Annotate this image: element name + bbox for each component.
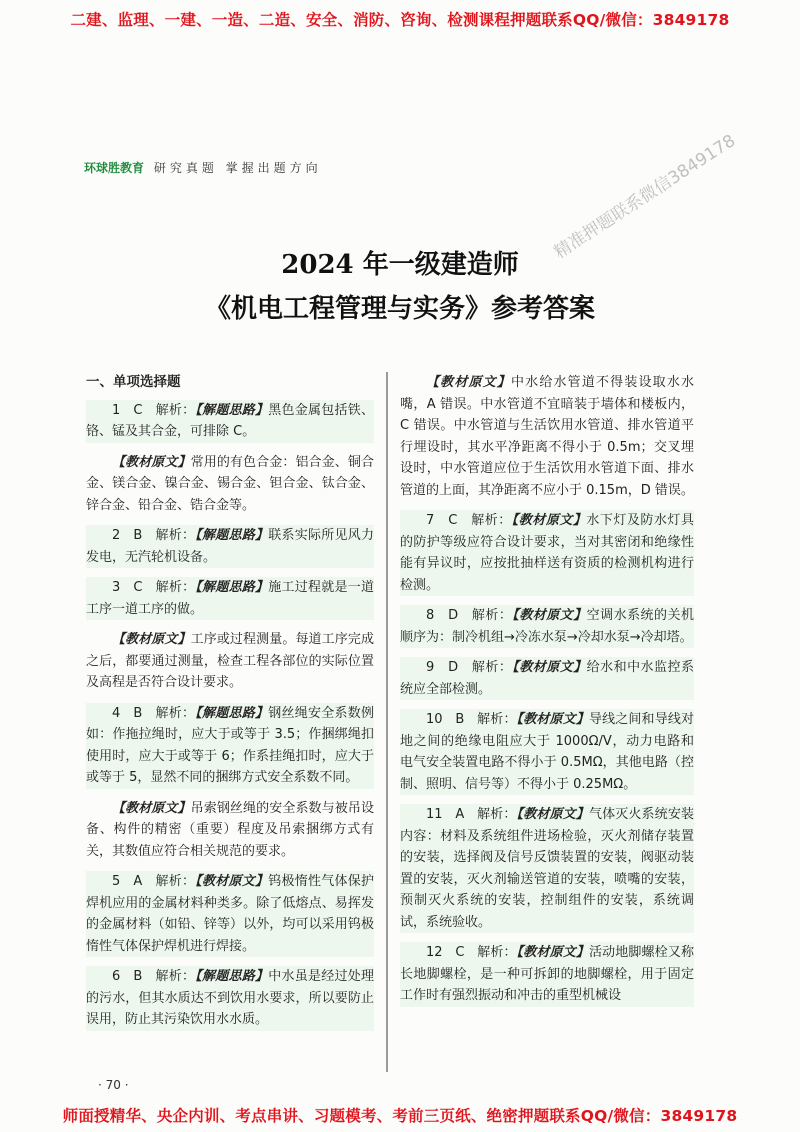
- document-title: 2024 年一级建造师: [281, 250, 519, 280]
- answer-paragraph: [400, 510, 694, 596]
- source-tag: 【教材原文】: [112, 800, 191, 816]
- page-number: · 70 ·: [98, 1078, 129, 1092]
- source-tag: 【解题思路】: [195, 705, 269, 721]
- answer-paragraph: [400, 942, 694, 1007]
- watermark: 精准押题联系微信3849178: [550, 130, 740, 263]
- analysis-label: 解析：: [155, 580, 196, 595]
- question-number: 10: [426, 712, 443, 727]
- answer-letter: B: [133, 528, 143, 543]
- explanation-text: 导线之间和导线对地之间的绝缘电阻应大于 1000Ω/V，动力电路和电气安全装置电路不得小于 0.5MΩ，其他电路（控制、照明、信号等）不得小于 0.25MΩ。: [400, 712, 694, 792]
- answer-paragraph: [86, 798, 374, 863]
- analysis-label: 解析：: [477, 945, 517, 960]
- analysis-label: 解析：: [155, 528, 196, 543]
- analysis-label: 解析：: [155, 874, 196, 889]
- question-number: 8: [426, 608, 435, 623]
- answer-letter: B: [455, 712, 465, 727]
- answer-paragraph: [86, 966, 374, 1031]
- analysis-label: 解析：: [471, 608, 513, 623]
- page-header: [84, 159, 322, 176]
- answer-letter: D: [448, 608, 459, 623]
- source-tag: 【教材原文】: [516, 807, 589, 822]
- header-slogan: 研究真题 掌握出题方向: [153, 161, 322, 175]
- source-tag: 【教材原文】: [512, 608, 587, 623]
- explanation-text: 中水虽是经过处理的污水，但其水质达不到饮用水要求，所以要防止误用，防止其污染饮用水水质。: [86, 969, 374, 1027]
- analysis-label: 解析：: [155, 969, 196, 984]
- source-tag: 【教材原文】: [516, 712, 589, 727]
- question-number: 6: [112, 969, 121, 984]
- answer-paragraph: [86, 452, 374, 517]
- question-number: 3: [112, 580, 121, 595]
- question-number: 12: [426, 945, 443, 960]
- explanation-text: 常用的有色合金：铝合金、铜合金、镁合金、镍合金、锡合金、钽合金、钛合金、锌合金、铅合金、锆合金等。: [86, 454, 374, 513]
- source-tag: 【教材原文】: [112, 454, 191, 470]
- answer-paragraph: [86, 525, 374, 568]
- source-tag: 【教材原文】: [511, 513, 587, 528]
- explanation-text: 空调水系统的关机顺序为：制冷机组→冷冻水泵→冷却水泵→冷却塔。: [400, 608, 694, 645]
- section-heading: 一、单项选择题: [86, 374, 181, 390]
- source-tag: 【教材原文】: [512, 660, 587, 675]
- brand-logo: 环球胜教育: [84, 161, 145, 175]
- answer-letter: B: [133, 969, 143, 984]
- source-tag: 【教材原文】: [426, 375, 511, 390]
- source-tag: 【解题思路】: [195, 969, 269, 984]
- analysis-label: 解析：: [477, 712, 517, 727]
- explanation-text: 水下灯及防水灯具的防护等级应符合设计要求，当对其密闭和绝缘性能有异议时，应按批抽样送有资质的检测机构进行检测。: [400, 513, 694, 593]
- explanation-text: 黑色金属包括铁、铬、锰及其合金，可排除 C。: [86, 402, 374, 439]
- answer-paragraph: [400, 804, 694, 933]
- bottom-promo-banner: 师面授精华、央企内训、考点串讲、习题模考、考前三页纸、绝密押题联系QQ/微信：3849178: [62, 1107, 738, 1125]
- source-tag: 【教材原文】: [516, 945, 589, 960]
- question-number: 11: [426, 807, 443, 822]
- explanation-text: 中水给水管道不得装设取水水嘴，A 错误。中水管道不宜暗装于墙体和楼板内，C 错误。中水管道与生活饮用水管道、排水管道平行埋设时，其水平净距离不得小于 0.5m；交叉埋设时，中水管道应位于生活饮用水管道下面、排水管道的上面，其净距离不应小于 0.15m，D 错误。: [400, 375, 694, 498]
- question-number: 1: [112, 402, 121, 418]
- answer-letter: B: [133, 705, 143, 721]
- document-subtitle: 《机电工程管理与实务》参考答案: [204, 294, 595, 324]
- answer-paragraph: [86, 629, 374, 694]
- source-tag: 【解题思路】: [195, 580, 269, 595]
- question-number: 5: [112, 874, 121, 889]
- answer-paragraph: [400, 605, 694, 648]
- answer-paragraph: [86, 871, 374, 957]
- analysis-label: 解析：: [471, 513, 512, 528]
- answer-paragraph: [400, 372, 694, 501]
- explanation-text: 施工过程就是一道工序一道工序的做。: [86, 580, 374, 617]
- analysis-label: 解析：: [477, 807, 517, 822]
- answer-letter: D: [448, 660, 459, 675]
- source-tag: 【解题思路】: [195, 402, 269, 418]
- analysis-label: 解析：: [155, 705, 196, 721]
- explanation-text: 工序或过程测量。每道工序完成之后，都要通过测量，检查工程各部位的实际位置及高程是否符合设计要求。: [86, 632, 374, 690]
- explanation-text: 活动地脚螺栓又称长地脚螺栓，是一种可拆卸的地脚螺栓，用于固定工作时有强烈振动和冲击的重型机械设: [400, 945, 694, 1003]
- answer-paragraph: [400, 709, 694, 795]
- answer-letter: C: [448, 513, 458, 528]
- source-tag: 【教材原文】: [195, 874, 269, 889]
- source-tag: 【教材原文】: [112, 632, 191, 647]
- explanation-text: 气体灭火系统安装内容：材料及系统组件进场检验，灭火剂储存装置的安装，选择阀及信号反馈装置的安装，阀驱动装置的安装，灭火剂输送管道的安装，喷嘴的安装，预制灭火系统的安装，控制组件的安装，系统调试，系统验收。: [400, 807, 694, 930]
- explanation-text: 钢丝绳安全系数例如：作拖拉绳时，应大于或等于 3.5；作捆绑绳扣使用时，应大于或等于 6；作系挂绳扣时，应大于或等于 5，显然不同的捆绑方式安全系数不同。: [86, 705, 374, 785]
- answer-letter: C: [133, 402, 143, 418]
- answer-letter: A: [455, 807, 465, 822]
- question-number: 9: [426, 660, 435, 675]
- analysis-label: 解析：: [155, 402, 196, 418]
- answer-paragraph: [400, 657, 694, 700]
- question-number: 7: [426, 513, 435, 528]
- answer-letter: C: [455, 945, 465, 960]
- source-tag: 【解题思路】: [195, 528, 269, 543]
- answer-paragraph: [86, 577, 374, 620]
- top-promo-banner: 二建、监理、一建、一造、二造、安全、消防、咨询、检测课程押题联系QQ/微信：3849178: [70, 11, 730, 29]
- answer-paragraph: [86, 703, 374, 789]
- answer-paragraph: [86, 400, 374, 443]
- question-number: 4: [112, 705, 121, 721]
- answer-letter: C: [133, 580, 143, 595]
- explanation-text: 钨极惰性气体保护焊机应用的金属材料种类多。除了低熔点、易挥发的金属材料（如铅、锌等）以外，均可以采用钨极惰性气体保护焊机进行焊接。: [86, 874, 374, 954]
- explanation-text: 给水和中水监控系统应全部检测。: [400, 660, 694, 697]
- answer-letter: A: [133, 874, 143, 889]
- column-divider: [386, 372, 388, 1072]
- question-number: 2: [112, 528, 121, 543]
- right-column: [400, 372, 694, 1016]
- explanation-text: 吊索钢丝绳的安全系数与被吊设备、构件的精密（重要）程度及吊索捆绑方式有关，其数值应符合相关规范的要求。: [86, 800, 374, 859]
- analysis-label: 解析：: [471, 660, 513, 675]
- left-column: [86, 372, 374, 1040]
- explanation-text: 联系实际所见风力发电，无汽轮机设备。: [86, 528, 374, 565]
